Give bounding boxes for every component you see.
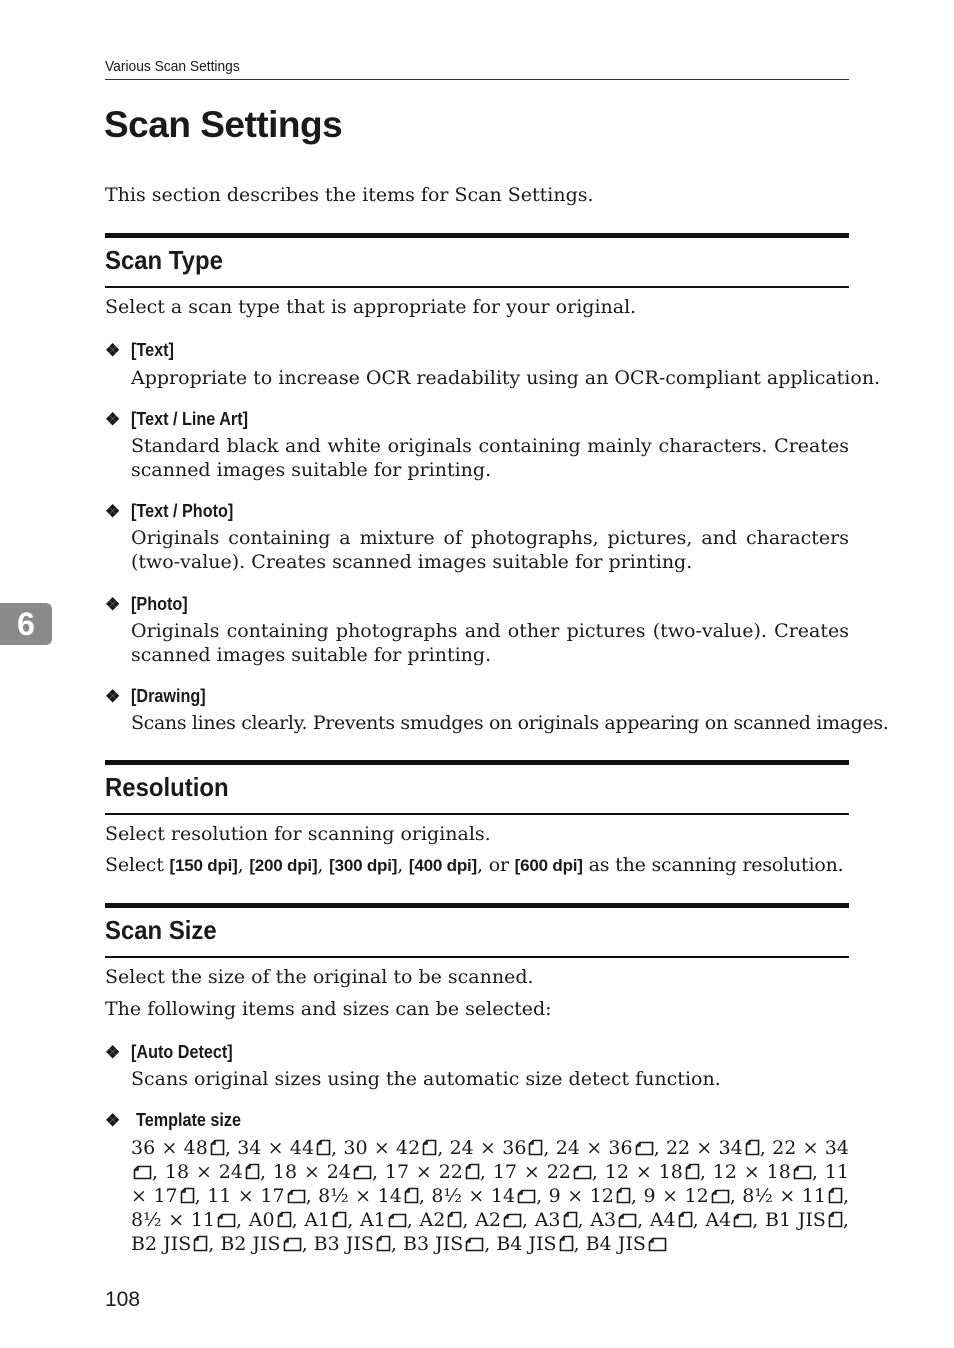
- diamond-bullet-icon: ❖: [105, 1111, 121, 1130]
- portrait-orientation-icon: [563, 1211, 578, 1228]
- section-rule-scan-type: [105, 286, 849, 288]
- template-size-item: [318, 1185, 419, 1207]
- page-intro: This section describes the items for Scan Settings.: [105, 184, 594, 206]
- item-title-auto-detect: ❖ [Auto Detect]: [105, 1042, 233, 1062]
- item-desc-text: Appropriate to increase OCR readability using an OCR-compliant application.: [131, 367, 881, 389]
- template-size-text: 9 × 12: [643, 1185, 709, 1207]
- portrait-orientation-icon: [210, 1139, 225, 1156]
- template-size-text: A1: [304, 1209, 331, 1231]
- portrait-orientation-icon: [447, 1211, 462, 1228]
- template-size-item: [207, 1185, 305, 1207]
- template-size-text: 36 × 48: [131, 1137, 208, 1159]
- section-bar-scan-size: [105, 903, 849, 908]
- template-size-text: A2: [419, 1209, 446, 1231]
- landscape-orientation-icon: [648, 1235, 667, 1252]
- landscape-orientation-icon: [635, 1139, 654, 1156]
- option-600-dpi: [600 dpi]: [514, 856, 583, 875]
- template-size-item: [643, 1185, 729, 1207]
- template-size-item: [431, 1185, 536, 1207]
- template-size-item: [475, 1209, 522, 1231]
- template-size-text: B1 JIS: [765, 1209, 826, 1231]
- item-desc-photo: Originals containing photographs and other pictures (two-value). Creates scanned images suitable for printing.: [131, 620, 849, 666]
- portrait-orientation-icon: [828, 1211, 843, 1228]
- section-bar-scan-type: [105, 233, 849, 238]
- template-size-item: [666, 1137, 760, 1159]
- template-size-text: 18 × 24: [164, 1161, 243, 1183]
- landscape-orientation-icon: [217, 1211, 236, 1228]
- template-size-text: B4 JIS: [496, 1233, 557, 1255]
- landscape-orientation-icon: [711, 1187, 730, 1204]
- template-size-item: [420, 1209, 463, 1231]
- landscape-orientation-icon: [465, 1235, 484, 1252]
- template-size-text: B2 JIS: [131, 1233, 192, 1255]
- section-rule-scan-size: [105, 956, 849, 958]
- template-size-text: 22 × 34: [772, 1137, 849, 1159]
- portrait-orientation-icon: [316, 1139, 331, 1156]
- diamond-bullet-icon: ❖: [105, 595, 121, 614]
- template-size-text: 9 × 12: [548, 1185, 614, 1207]
- landscape-orientation-icon: [287, 1187, 306, 1204]
- template-size-text: 8½ × 11: [742, 1185, 826, 1207]
- template-size-list: 36 × 48 , 34 × 44 , 30 × 42 , 24 × 36 , 24 × 36 , 22 × 34 , 22 × 34, 18 × 24 , 18 × 24 , 17 × 22 , 17 × 22 , 12 × 18 , 12 × 18 , 11 × 17 , 11 × 17 , 8½ × 14 , 8½ × 14 , 9 × 12 , 9 × 12 , 8½ × 11 , 8½ × 11 , A0 , A1 , A1 , A2 , A2 , A3 , A3 , A4 , A4 , B1 JIS , B2 JIS , B2 JIS , B3 JIS , B3 JIS , B4 JIS , B4 JIS: [131, 1137, 850, 1255]
- diamond-bullet-icon: ❖: [105, 410, 121, 429]
- template-size-item: [549, 1185, 631, 1207]
- template-size-item: [385, 1161, 480, 1183]
- template-size-item: [131, 1233, 208, 1255]
- landscape-orientation-icon: [503, 1211, 522, 1228]
- template-size-text: A2: [475, 1209, 501, 1231]
- option-300-dpi: [300 dpi]: [329, 856, 398, 875]
- item-desc-auto-detect: Scans original sizes using the automatic size detect function.: [131, 1068, 721, 1090]
- landscape-orientation-icon: [133, 1163, 152, 1180]
- landscape-orientation-icon: [618, 1211, 637, 1228]
- scan-type-intro: Select a scan type that is appropriate for your original.: [105, 296, 637, 318]
- portrait-orientation-icon: [465, 1163, 480, 1180]
- template-size-item: [360, 1209, 407, 1231]
- landscape-orientation-icon: [793, 1163, 812, 1180]
- template-size-text: 30 × 42: [343, 1137, 421, 1159]
- diamond-bullet-icon: ❖: [105, 502, 121, 521]
- portrait-orientation-icon: [245, 1163, 260, 1180]
- template-size-item: [220, 1233, 301, 1255]
- template-size-text: 24 × 36: [555, 1137, 633, 1159]
- section-heading-scan-type: Scan Type: [105, 245, 223, 275]
- portrait-orientation-icon: [678, 1211, 693, 1228]
- template-size-item: [314, 1233, 391, 1255]
- template-size-text: 18 × 24: [272, 1161, 351, 1183]
- template-size-text: A1: [359, 1209, 386, 1231]
- template-size-item: [493, 1161, 592, 1183]
- portrait-orientation-icon: [404, 1187, 419, 1204]
- page-number: 108: [105, 1288, 141, 1311]
- section-heading-resolution: Resolution: [105, 772, 229, 802]
- scan-size-line1: Select the size of the original to be scanned.: [105, 966, 534, 988]
- portrait-orientation-icon: [745, 1139, 760, 1156]
- portrait-orientation-icon: [332, 1211, 347, 1228]
- portrait-orientation-icon: [193, 1235, 208, 1252]
- template-size-item: [273, 1161, 372, 1183]
- option-400-dpi: [400 dpi]: [408, 856, 478, 875]
- template-size-item: [131, 1137, 225, 1159]
- item-title-text: ❖ [Text]: [105, 340, 174, 360]
- item-desc-text-photo: Originals containing a mixture of photographs, pictures, and characters (two-value). Creates scanned images suitable for printing.: [131, 527, 849, 573]
- template-size-item: [742, 1185, 843, 1207]
- template-size-text: 12 × 18: [604, 1161, 683, 1183]
- template-size-item: [586, 1233, 667, 1255]
- template-size-item: [403, 1233, 484, 1255]
- item-title-photo: ❖ [Photo]: [105, 594, 188, 614]
- template-size-text: A4: [705, 1209, 732, 1231]
- template-size-text: 24 × 36: [449, 1137, 527, 1159]
- portrait-orientation-icon: [616, 1187, 631, 1204]
- portrait-orientation-icon: [528, 1139, 543, 1156]
- template-size-item: [713, 1161, 812, 1183]
- page-title: Scan Settings: [104, 104, 343, 145]
- portrait-orientation-icon: [277, 1211, 292, 1228]
- landscape-orientation-icon: [573, 1163, 592, 1180]
- scan-size-line2: The following items and sizes can be selected:: [105, 998, 552, 1020]
- template-size-item: [450, 1137, 544, 1159]
- template-size-text: 8½ × 14: [431, 1185, 516, 1207]
- portrait-orientation-icon: [376, 1235, 391, 1252]
- portrait-orientation-icon: [180, 1187, 195, 1204]
- template-size-text: 11 × 17: [207, 1185, 285, 1207]
- option-150-dpi: [150 dpi]: [169, 856, 238, 875]
- template-size-item: [556, 1137, 654, 1159]
- landscape-orientation-icon: [353, 1163, 372, 1180]
- template-size-item: [605, 1161, 700, 1183]
- template-size-item: [165, 1161, 260, 1183]
- item-title-text-photo: ❖ [Text / Photo]: [105, 501, 234, 521]
- landscape-orientation-icon: [283, 1235, 302, 1252]
- diamond-bullet-icon: ❖: [105, 687, 121, 706]
- template-size-text: B3 JIS: [402, 1233, 464, 1255]
- template-size-text: A4: [649, 1209, 676, 1231]
- portrait-orientation-icon: [685, 1163, 700, 1180]
- landscape-orientation-icon: [388, 1211, 407, 1228]
- template-size-text: 8½ × 14: [318, 1185, 402, 1207]
- template-size-text: 11 × 17: [131, 1161, 849, 1207]
- template-size-item: [249, 1209, 292, 1231]
- template-size-item: [343, 1137, 437, 1159]
- template-size-text: 17 × 22: [384, 1161, 463, 1183]
- template-size-text: 34 × 44: [237, 1137, 315, 1159]
- template-size-item: [237, 1137, 331, 1159]
- template-size-item: [650, 1209, 693, 1231]
- template-size-item: [496, 1233, 573, 1255]
- template-size-item: [590, 1209, 637, 1231]
- template-size-item: [705, 1209, 752, 1231]
- template-size-item: [131, 1209, 236, 1231]
- template-size-item: [765, 1209, 843, 1231]
- diamond-bullet-icon: ❖: [105, 341, 121, 360]
- template-size-text: A3: [590, 1209, 617, 1231]
- header-rule: [105, 79, 849, 80]
- section-heading-scan-size: Scan Size: [105, 915, 217, 945]
- resolution-line1: Select resolution for scanning originals.: [105, 823, 491, 845]
- template-size-item: [304, 1209, 347, 1231]
- item-desc-text-line-art: Standard black and white originals containing mainly characters. Creates scanned images suitable for printing.: [131, 435, 849, 481]
- template-size-text: 12 × 18: [712, 1161, 791, 1183]
- item-title-drawing: ❖ [Drawing]: [105, 686, 206, 706]
- option-200-dpi: [200 dpi]: [249, 856, 318, 875]
- item-title-text-line-art: ❖ [Text / Line Art]: [105, 409, 248, 429]
- template-size-text: B3 JIS: [313, 1233, 374, 1255]
- template-size-text: 22 × 34: [665, 1137, 743, 1159]
- item-title-template-size: ❖ Template size: [105, 1110, 242, 1130]
- section-rule-resolution: [105, 813, 849, 815]
- template-size-text: A0: [248, 1209, 275, 1231]
- template-size-text: B4 JIS: [585, 1233, 646, 1255]
- item-desc-drawing: Scans lines clearly. Prevents smudges on originals appearing on scanned images.: [131, 712, 889, 734]
- landscape-orientation-icon: [733, 1211, 752, 1228]
- template-size-item: [535, 1209, 578, 1231]
- template-size-text: B2 JIS: [220, 1233, 281, 1255]
- portrait-orientation-icon: [828, 1187, 843, 1204]
- landscape-orientation-icon: [517, 1187, 536, 1204]
- template-size-text: A3: [534, 1209, 561, 1231]
- resolution-line2: Select [150 dpi], [200 dpi], [300 dpi], [400 dpi], or [600 dpi] as the scanning resolution.: [105, 854, 844, 876]
- chapter-tab: 6: [0, 603, 52, 645]
- portrait-orientation-icon: [422, 1139, 437, 1156]
- portrait-orientation-icon: [559, 1235, 574, 1252]
- template-size-text: 17 × 22: [492, 1161, 571, 1183]
- section-bar-resolution: [105, 760, 849, 765]
- template-size-text: 8½ × 11: [131, 1209, 216, 1231]
- running-header: Various Scan Settings: [105, 58, 240, 75]
- diamond-bullet-icon: ❖: [105, 1043, 121, 1062]
